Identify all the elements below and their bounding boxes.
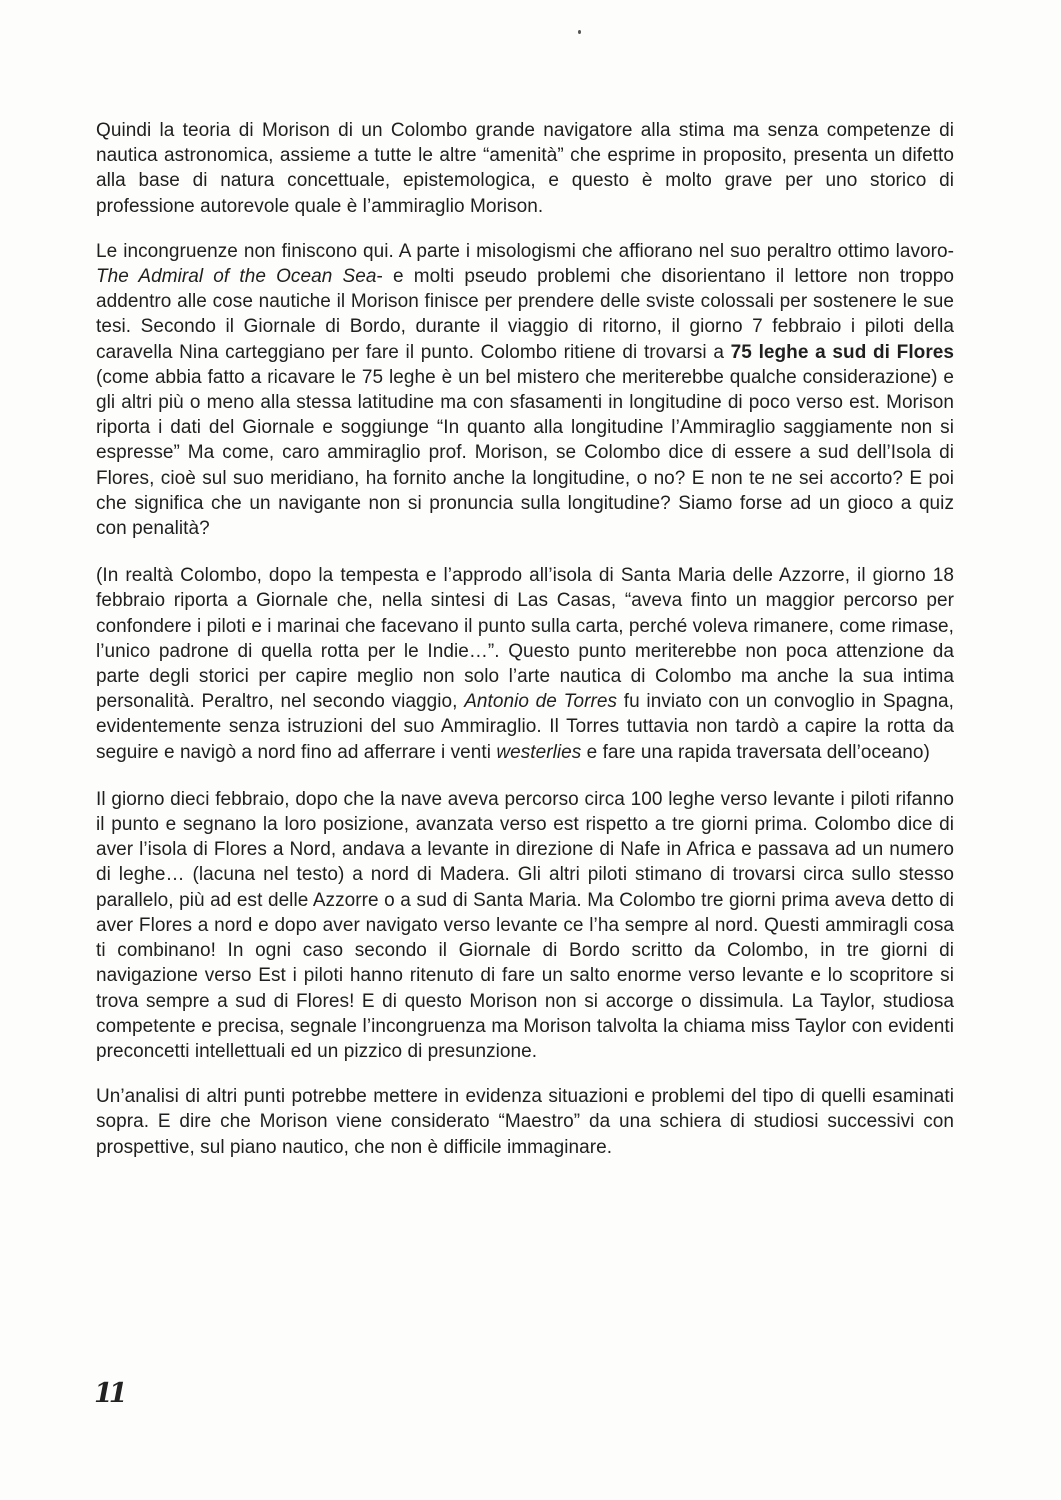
paragraph-3-text-b: fu inviato con un convoglio in Spagna, evidentemente senza istruzioni del suo Ammiraglio. Il Torres tuttavia non tardò a capire la rotta da seguire e navigò a nord fino ad afferrare i venti	[96, 691, 954, 763]
paragraph-3	[96, 563, 954, 765]
book-title: The Admiral of the Ocean Sea	[96, 266, 377, 288]
paragraph-2-text-a: Le incongruenze non finiscono qui. A parte i misologismi che affiorano nel suo peraltro ottimo lavoro-	[96, 240, 954, 262]
page-number: 11	[94, 1378, 124, 1409]
scan-mark	[578, 30, 581, 34]
paragraph-1: Quindi la teoria di Morison di un Colombo grande navigatore alla stima ma senza competenze di nautica astronomica, assieme a tutte le altre “amenità” che esprime in proposito, presenta un difetto alla base di natura concettuale, epistemologica, e questo è molto grave per uno storico di professione autorevole quale è l’ammiraglio Morison.	[96, 120, 954, 217]
winds-term-italic: westerlies	[496, 741, 582, 763]
paragraph-5: Un’analisi di altri punti potrebbe mettere in evidenza situazioni e problemi del tipo di quelli esaminati sopra. E dire che Morison viene considerato “Maestro” da una schiera di studiosi successivi con prospettive, sul piano nautico, che non è difficile immaginare.	[96, 1086, 954, 1158]
highlighted-position: 75 leghe a sud di Flores	[730, 341, 955, 363]
paragraph-4: Il giorno dieci febbraio, dopo che la nave aveva percorso circa 100 leghe verso levante i piloti rifanno il punto e segnano la loro posizione, avanzata verso est rispetto a tre giorni prima. Colombo dice di aver l’isola di Flores a Nord, andava a levante in direzione di Nafe in Africa e passava ad un numero di leghe… (lacuna nel testo) a nord di Madera. Gli altri piloti stimano di trovarsi circa sullo stesso parallelo, più ad est delle Azzorre o a sud di Santa Maria. Ma Colombo tre giorni prima aveva detto di aver Flores a nord e dopo aver navigato verso levante ce l’ha sempre al nord. Questi ammiragli cosa ti combinano! In ogni caso secondo il Giornale di Bordo scritto da Colombo, in tre giorni di navigazione verso Est i piloti hanno ritenuto di fare un salto enorme verso levante e lo scopritore si trova sempre a sud di Flores! E di questo Morison non si accorge o dissimula. La Taylor, studiosa competente e precisa, segnale l’incongruenza ma Morison talvolta la chiama miss Taylor con evidenti preconcetti intellettuali ed un pizzico di presunzione.	[96, 788, 954, 1062]
paragraph-2-text-b: - e molti pseudo problemi che disorientano il lettore non troppo addentro alle cose nautiche il Morison finisce per prendere delle sviste colossali per sostenere le sue tesi. Secondo il Giornale di Bordo, durante il viaggio di ritorno, il giorno 7 febbraio i piloti della caravella Nina carteggiano per fare il punto. Colombo ritiene di trovarsi a	[96, 266, 955, 363]
paragraph-3-text-c: e fare una rapida traversata dell’oceano)	[581, 741, 930, 763]
paragraph-2	[96, 239, 954, 541]
document-body	[96, 118, 954, 1160]
paragraph-2-text-c: (come abbia fatto a ricavare le 75 leghe è un bel mistero che meriterebbe qualche considerazione) e gli altri più o meno alla stessa latitudine ma con sfasamenti in longitudine di poco verso est. Morison riporta i dati del Giornale e soggiunge “In quanto alla longitudine l’Ammiraglio saggiamente non si espresse” Ma come, caro ammiraglio prof. Morison, se Colombo dice di essere a sud dell’Isola di Flores, cioè sul suo meridiano, ha fornito anche la longitudine, o no? E non te ne sei accorto? E poi che significa che un navigante non si pronuncia sulla longitudine? Siamo forse ad un gioco a quiz con penalità?	[96, 366, 954, 540]
person-name-italic: Antonio de Torres	[464, 691, 618, 713]
paragraph-3-text-a: (In realtà Colombo, dopo la tempesta e l’approdo all’isola di Santa Maria delle Azzorre, il giorno 18 febbraio riporta a Giornale che, nella sintesi di Las Casas, “aveva finto un maggior percorso per confondere i piloti e i marinai che facevano il punto sulla carta, perché voleva rimanere, come rimase, l’unico padrone di quella rotta per le Indie…”. Questo punto meriterebbe non poca attenzione da parte degli storici per capire meglio non solo l’arte nautica di Colombo ma anche la sua intima personalità. Peraltro, nel secondo viaggio,	[96, 565, 954, 713]
